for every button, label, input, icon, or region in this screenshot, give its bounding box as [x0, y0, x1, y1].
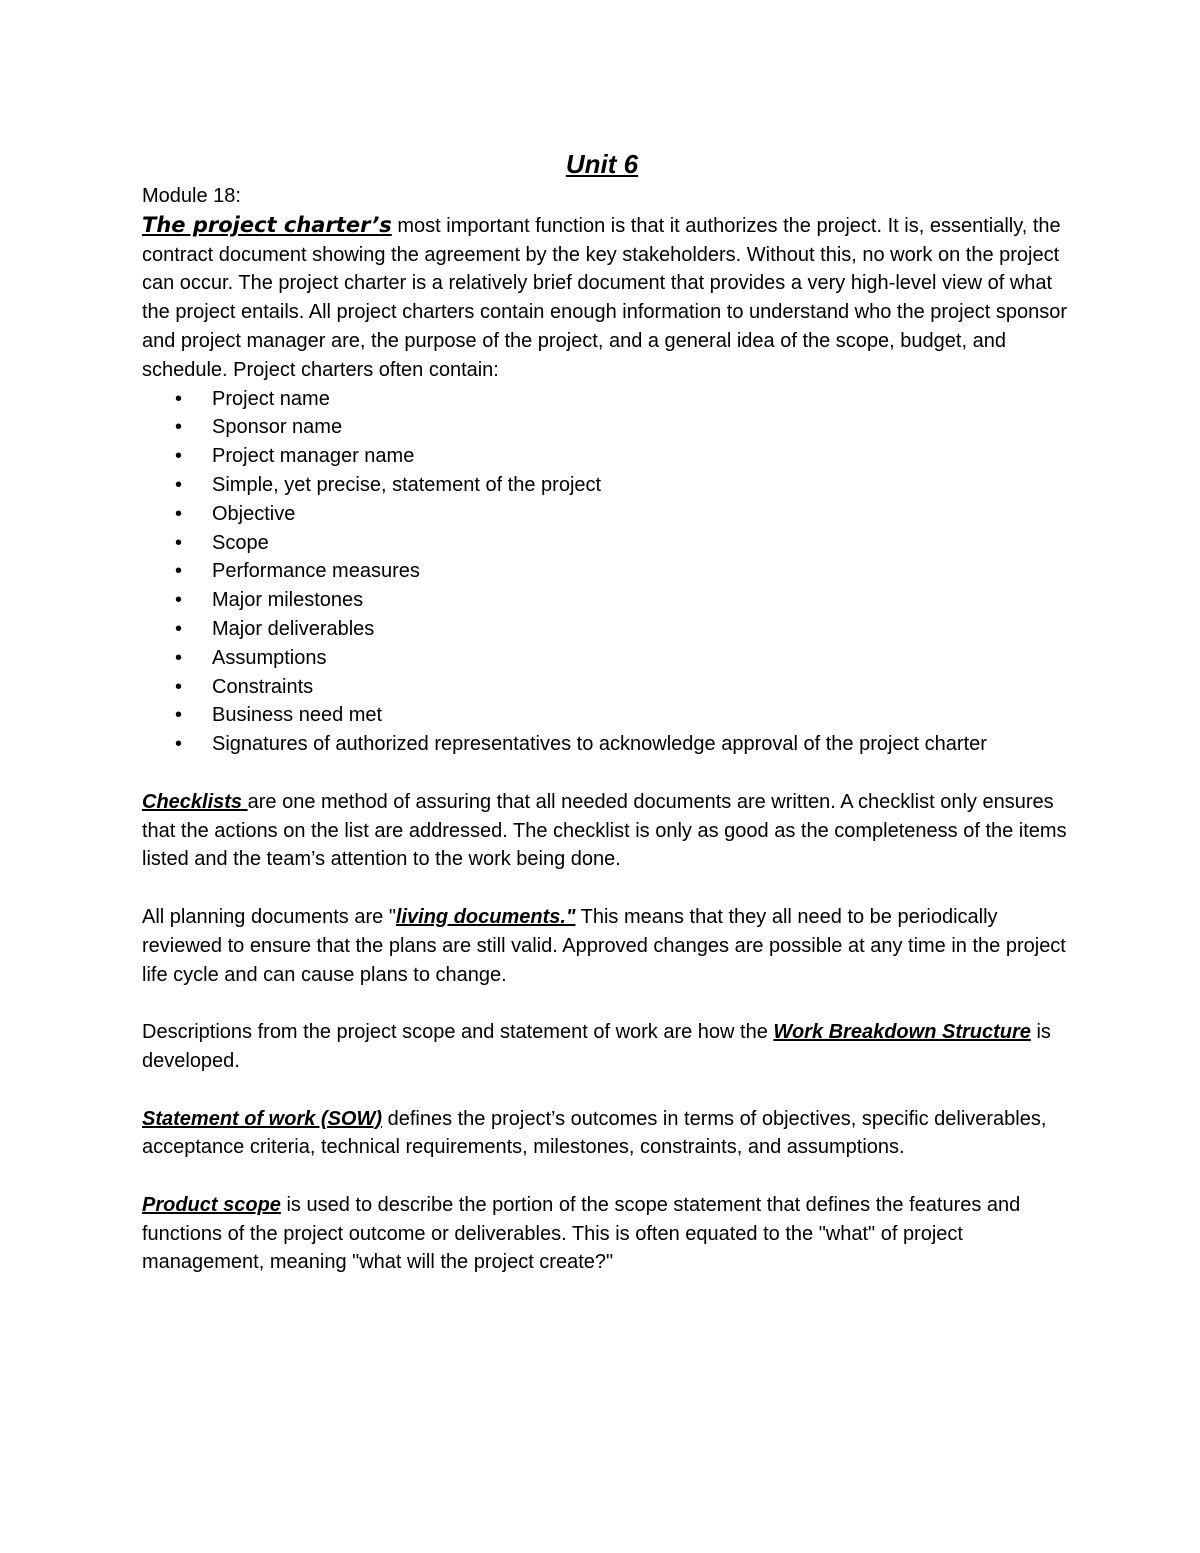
- document-body: [142, 146, 1072, 1277]
- list-item-text: Objective: [212, 502, 296, 525]
- list-item-text: Assumptions: [212, 646, 327, 669]
- list-item-text: Simple, yet precise, statement of the project: [212, 473, 602, 496]
- charter-contents-list: [142, 385, 1072, 759]
- bullet-icon: •: [175, 445, 183, 468]
- wbs-paragraph: [142, 1018, 1072, 1076]
- list-item: [142, 701, 1072, 730]
- list-item-text: Project manager name: [212, 445, 415, 468]
- list-item: [142, 529, 1072, 558]
- paragraph-spacer: [142, 1162, 1072, 1191]
- wbs-text: is developed.: [142, 1021, 1051, 1072]
- paragraph-spacer: [142, 989, 1072, 1018]
- product-scope-term: Product scope: [142, 1193, 281, 1216]
- checklists-paragraph: [142, 788, 1072, 874]
- wbs-term: Work Breakdown Structure: [773, 1021, 1031, 1044]
- checklists-text: are one method of assuring that all needed documents are written. A checklist only ensures that the actions on the list are addressed. The checklist is only as good as the completeness of the items listed and the team’s attention to the work being done.: [142, 790, 1067, 871]
- product-scope-paragraph: [142, 1191, 1072, 1277]
- paragraph-spacer: [142, 1076, 1072, 1105]
- list-item: [142, 471, 1072, 500]
- charter-term: The project charter’s: [142, 212, 392, 237]
- list-item-text: Business need met: [212, 704, 383, 727]
- bullet-icon: •: [175, 387, 183, 410]
- list-item: [142, 442, 1072, 471]
- list-item-text: Project name: [212, 387, 330, 410]
- list-item: [142, 586, 1072, 615]
- list-item: [142, 615, 1072, 644]
- sow-term: Statement of work (SOW): [142, 1107, 383, 1130]
- list-item-text: Scope: [212, 531, 269, 554]
- charter-text: most important function is that it authorizes the project. It is, essentially, the contract document showing the agreement by the key stakeholders. Without this, no work on the project can occur. The project charter is a relatively brief document that provides a very high-level view of what the project entails. All project charters contain enough information to understand who the project sponsor and project manager are, the purpose of the project, and a general idea of the scope, budget, and schedule. Project charters often contain:: [142, 214, 1067, 381]
- list-item: [142, 644, 1072, 673]
- list-item-text: Performance measures: [212, 560, 420, 583]
- list-item: [142, 730, 1072, 759]
- list-item-text: Sponsor name: [212, 416, 343, 439]
- bullet-icon: •: [175, 704, 183, 727]
- bullet-icon: •: [175, 473, 183, 496]
- bullet-icon: •: [175, 416, 183, 439]
- list-item-text: Major deliverables: [212, 617, 375, 640]
- bullet-icon: •: [175, 646, 183, 669]
- list-item-text: Signatures of authorized representatives to acknowledge approval of the project charter: [212, 733, 987, 756]
- list-item: [142, 557, 1072, 586]
- page-title: Unit 6: [565, 149, 639, 179]
- bullet-icon: •: [175, 531, 183, 554]
- bullet-icon: •: [175, 502, 183, 525]
- list-item: [142, 413, 1072, 442]
- paragraph-spacer: [142, 874, 1072, 903]
- paragraph-spacer: [142, 759, 1072, 788]
- bullet-icon: •: [175, 589, 183, 612]
- bullet-icon: •: [175, 733, 183, 756]
- bullet-icon: •: [175, 675, 183, 698]
- sow-paragraph: [142, 1105, 1072, 1163]
- sow-text: defines the project’s outcomes in terms of objectives, specific deliverables, acceptance criteria, technical requirements, milestones, constraints, and assumptions.: [142, 1107, 1047, 1159]
- checklists-term: Checklists: [142, 790, 248, 813]
- list-item-text: Major milestones: [212, 589, 364, 612]
- living-documents-text: This means that they all need to be periodically reviewed to ensure that the plans are still valid. Approved changes are possible at any time in the project life cycle and can cause plans to change.: [142, 905, 1066, 986]
- bullet-icon: •: [175, 617, 183, 640]
- list-item: [142, 673, 1072, 702]
- wbs-lead: Descriptions from the project scope and statement of work are how the: [142, 1021, 774, 1044]
- living-documents-paragraph: [142, 903, 1072, 989]
- list-item-text: Constraints: [212, 675, 314, 698]
- living-documents-term: living documents.": [395, 905, 576, 928]
- charter-paragraph: [142, 211, 1072, 385]
- product-scope-text: is used to describe the portion of the scope statement that defines the features and functions of the project outcome or deliverables. This is often equated to the "what" of project management, meaning "what will the project create?": [142, 1193, 1021, 1274]
- living-documents-lead: All planning documents are ": [142, 905, 396, 928]
- module-label: Module 18:: [142, 185, 241, 207]
- list-item: [142, 500, 1072, 529]
- bullet-icon: •: [175, 560, 183, 583]
- list-item: [142, 385, 1072, 414]
